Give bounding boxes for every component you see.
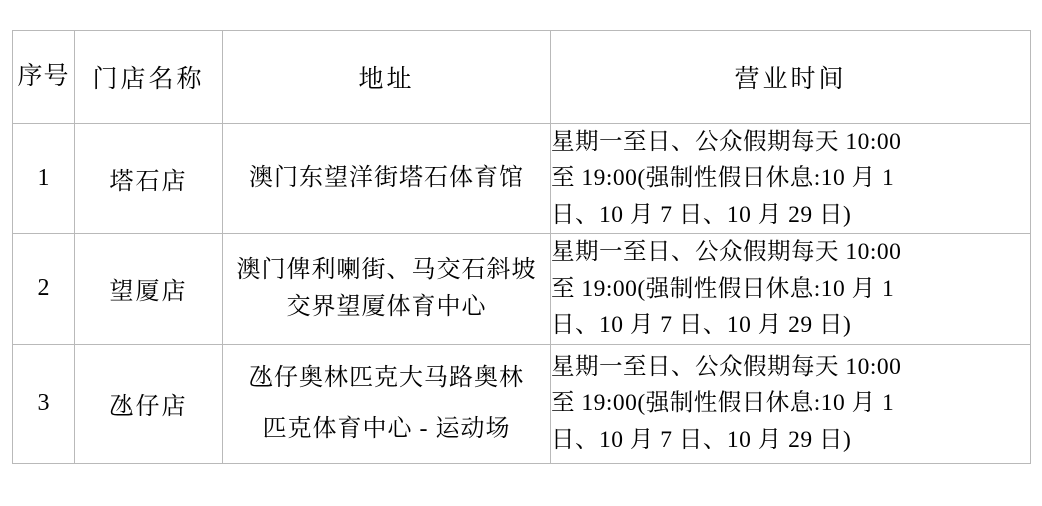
cell-address <box>223 234 551 344</box>
address-line: 交界望厦体育中心 <box>286 293 487 320</box>
address-line: 澳门俾利喇街、马交石斜坡 <box>236 256 537 283</box>
table-body <box>13 124 1031 464</box>
table-header-row <box>13 31 1031 124</box>
store-list-table <box>12 30 1031 464</box>
column-header-address-label: 地址 <box>358 66 415 93</box>
column-header-hours <box>551 31 1031 124</box>
cell-seq: 3 <box>13 344 75 463</box>
hours-line: 星期一至日、公众假期每天 10:00 <box>551 129 902 155</box>
table-row <box>13 344 1031 463</box>
address-line: 澳门东望洋街塔石体育馆 <box>249 165 524 192</box>
cell-address <box>223 344 551 463</box>
table-row <box>13 234 1031 344</box>
column-header-store-name-label: 门店名称 <box>92 66 205 93</box>
cell-hours <box>551 124 1031 234</box>
column-header-seq-label: 序号 <box>17 63 70 91</box>
column-header-store-name <box>75 31 223 124</box>
cell-hours <box>551 234 1031 344</box>
table-header <box>13 31 1031 124</box>
hours-line: 星期一至日、公众假期每天 10:00 <box>551 353 902 380</box>
column-header-address <box>223 31 551 124</box>
cell-store-name: 氹仔店 <box>75 344 223 463</box>
cell-store-name: 望厦店 <box>75 234 223 344</box>
cell-seq: 1 <box>13 124 75 234</box>
hours-line: 至 19:00(强制性假日休息:10 月 1 <box>551 165 895 192</box>
column-header-hours-label: 营业时间 <box>734 66 847 93</box>
column-header-seq <box>13 31 75 124</box>
hours-line: 日、10 月 7 日、10 月 29 日) <box>551 426 852 453</box>
cell-hours <box>551 344 1031 463</box>
cell-seq: 2 <box>13 234 75 344</box>
hours-line: 日、10 月 7 日、10 月 29 日) <box>551 312 852 339</box>
hours-line: 星期一至日、公众假期每天 10:00 <box>551 239 902 266</box>
hours-line: 至 19:00(强制性假日休息:10 月 1 <box>551 390 895 417</box>
address-line: 匹克体育中心 - 运动场 <box>262 415 511 442</box>
hours-line: 日、10 月 7 日、10 月 29 日) <box>551 201 852 228</box>
cell-address <box>223 124 551 234</box>
cell-store-name: 塔石店 <box>75 124 223 234</box>
address-line: 氹仔奥林匹克大马路奥林 <box>249 365 524 392</box>
table-row <box>13 124 1031 234</box>
hours-line: 至 19:00(强制性假日休息:10 月 1 <box>551 275 895 302</box>
